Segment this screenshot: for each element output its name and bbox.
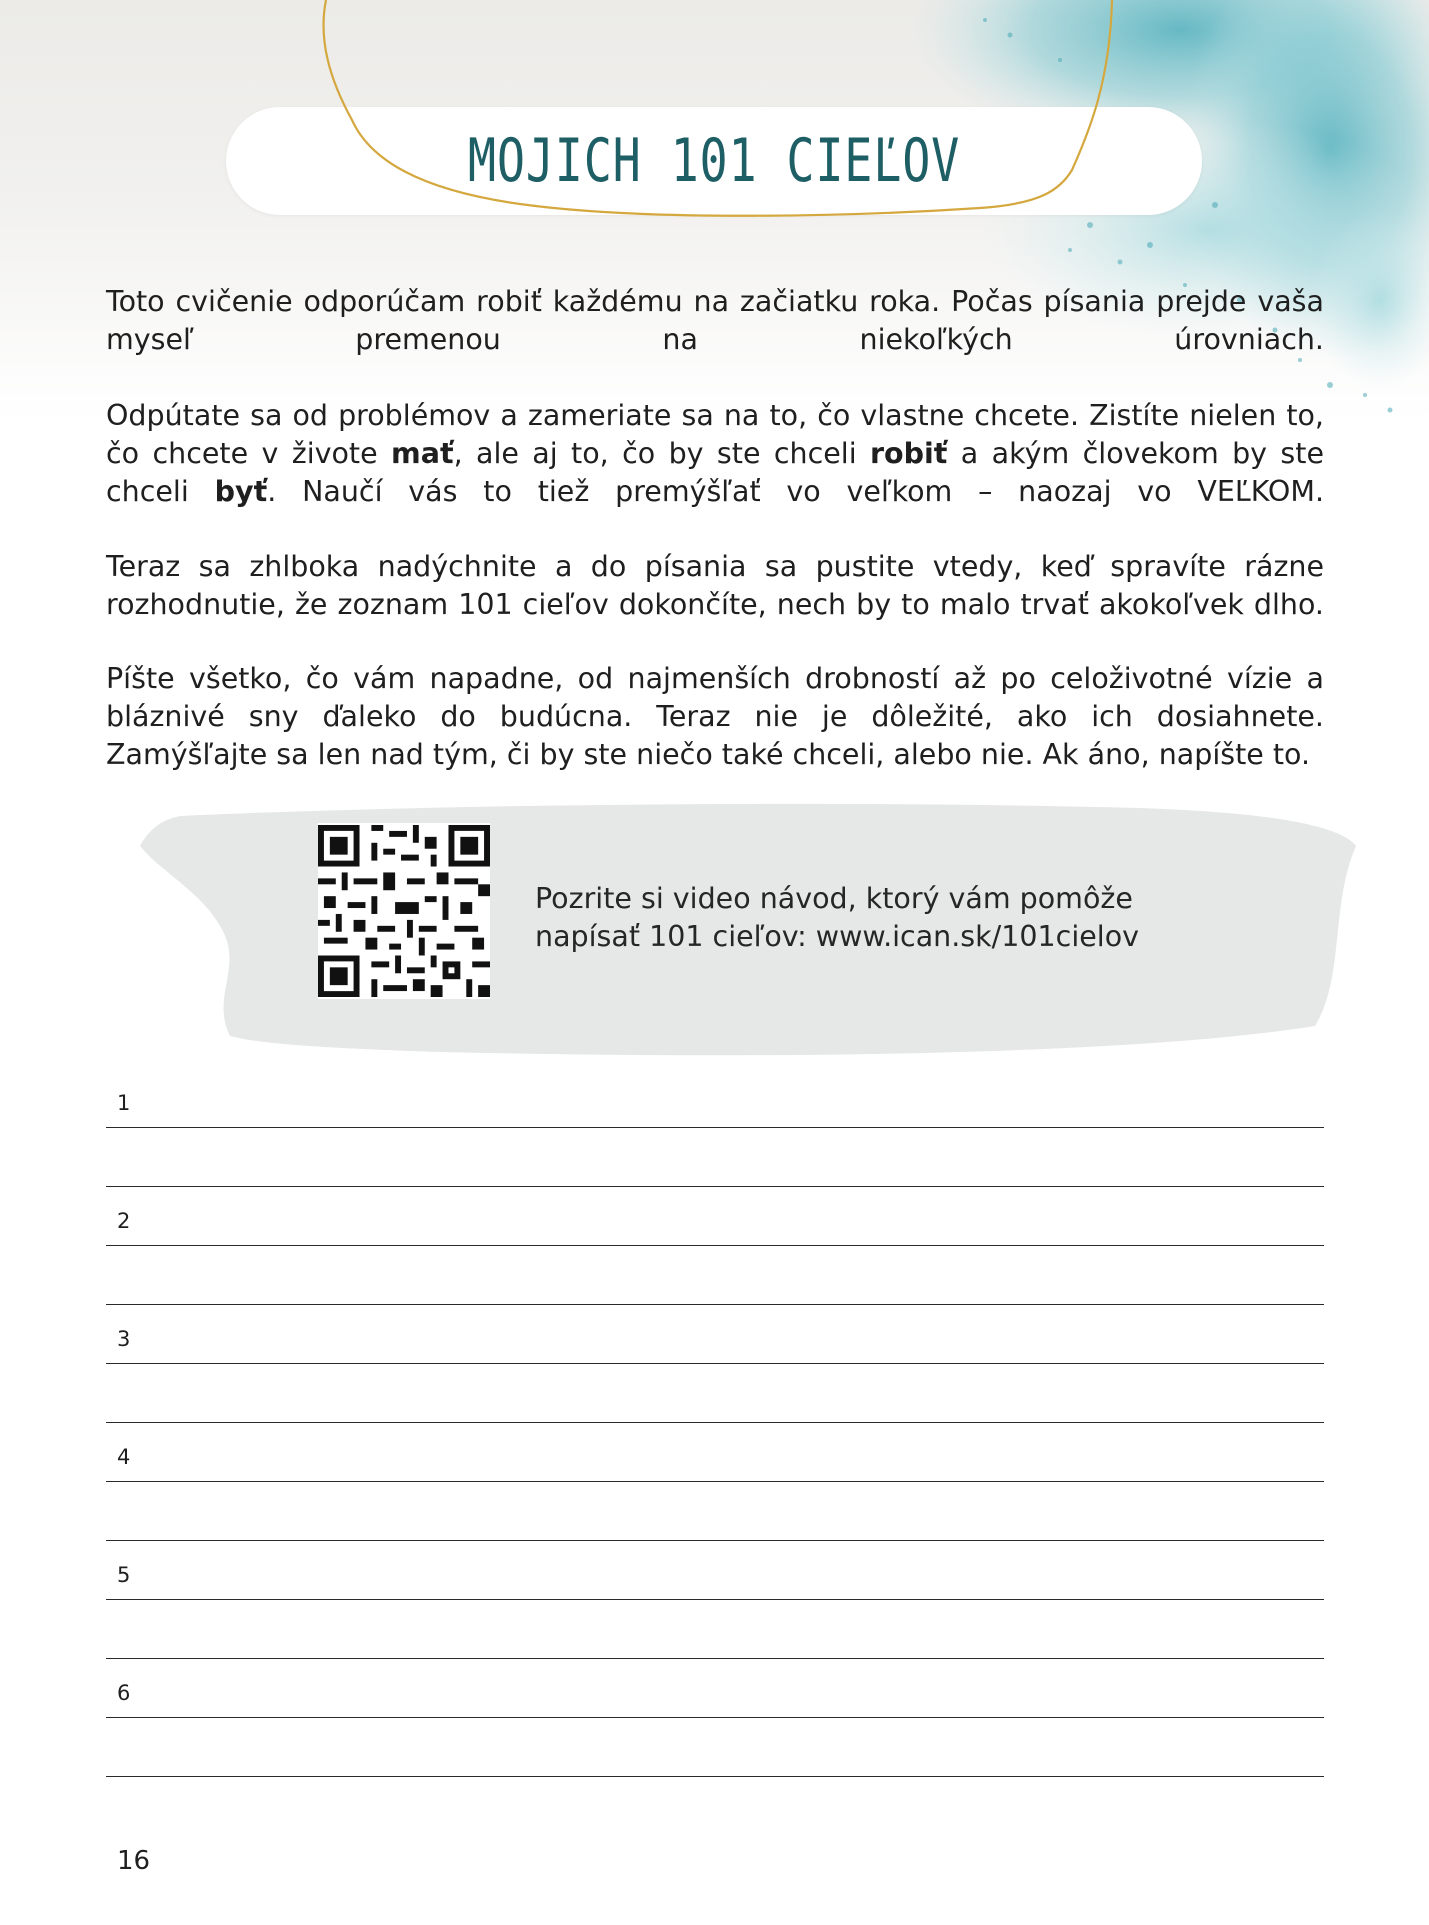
video-tutorial-text bbox=[535, 880, 1255, 956]
intro-paragraph-2-text-1: Odpútate sa od problémov a zameriate sa na to, čo vlastne chcete. Zistíte nielen to, čo chcete v živote bbox=[106, 399, 1324, 470]
goal-write-line[interactable] bbox=[106, 1599, 1324, 1600]
goal-write-line[interactable] bbox=[106, 1658, 1324, 1659]
intro-paragraph-2-text-2: , ale aj to, čo by ste chceli bbox=[453, 437, 870, 470]
goal-number: 5 bbox=[117, 1563, 131, 1587]
goal-write-line[interactable] bbox=[106, 1776, 1324, 1777]
page-title: MOJICH 101 CIEĽOV bbox=[467, 126, 961, 196]
intro-paragraph-2-bold-2: robiť bbox=[870, 437, 948, 470]
goal-number: 1 bbox=[117, 1091, 131, 1115]
goal-write-line[interactable] bbox=[106, 1717, 1324, 1718]
goal-write-line[interactable] bbox=[106, 1422, 1324, 1423]
intro-paragraph-2 bbox=[106, 397, 1324, 511]
video-tutorial-link[interactable]: napísať 101 cieľov: www.ican.sk/101cielov bbox=[535, 920, 1139, 953]
goal-write-line[interactable] bbox=[106, 1245, 1324, 1246]
goal-write-line[interactable] bbox=[106, 1304, 1324, 1305]
page-number: 16 bbox=[117, 1846, 151, 1876]
goal-write-line[interactable] bbox=[106, 1127, 1324, 1128]
goal-number: 2 bbox=[117, 1209, 131, 1233]
goal-write-line[interactable] bbox=[106, 1186, 1324, 1187]
intro-paragraph-2-bold-1: mať bbox=[391, 437, 454, 470]
intro-paragraph-4: Píšte všetko, čo vám napadne, od najmenších drobností až po celoživotné vízie a bláznivé sny ďaleko do budúcna. Teraz nie je dôležité, ako ich dosiahnete. Zamýšľajte sa len nad tým, či by ste niečo také chceli, alebo nie. Ak áno, napíšte to. bbox=[106, 662, 1324, 771]
video-tutorial-line-1: Pozrite si video návod, ktorý vám pomôže bbox=[535, 882, 1133, 915]
goal-number: 4 bbox=[117, 1445, 131, 1469]
goal-number: 3 bbox=[117, 1327, 131, 1351]
intro-paragraph-2-text-4: . Naučí vás to tiež premýšľať vo veľkom – naozaj vo VEĽKOM. bbox=[267, 475, 1325, 508]
intro-paragraph-2-text-3: a akým človekom by ste chceli bbox=[106, 437, 1324, 508]
intro-paragraph-1: Toto cvičenie odporúčam robiť každému na začiatku roka. Počas písania prejde vaša myseľ premenou na niekoľkých úrovniach. bbox=[106, 285, 1324, 356]
intro-paragraph-3: Teraz sa zhlboka nadýchnite a do písania sa pustite vtedy, keď spravíte rázne rozhodnutie, že zoznam 101 cieľov dokončíte, nech by to malo trvať akokoľvek dlho. bbox=[106, 550, 1324, 621]
qr-code-icon[interactable] bbox=[318, 823, 490, 999]
goal-write-line[interactable] bbox=[106, 1363, 1324, 1364]
intro-paragraph-2-bold-3: byť bbox=[214, 475, 268, 508]
goal-write-line[interactable] bbox=[106, 1481, 1324, 1482]
goal-write-line[interactable] bbox=[106, 1540, 1324, 1541]
goal-number: 6 bbox=[117, 1681, 131, 1705]
